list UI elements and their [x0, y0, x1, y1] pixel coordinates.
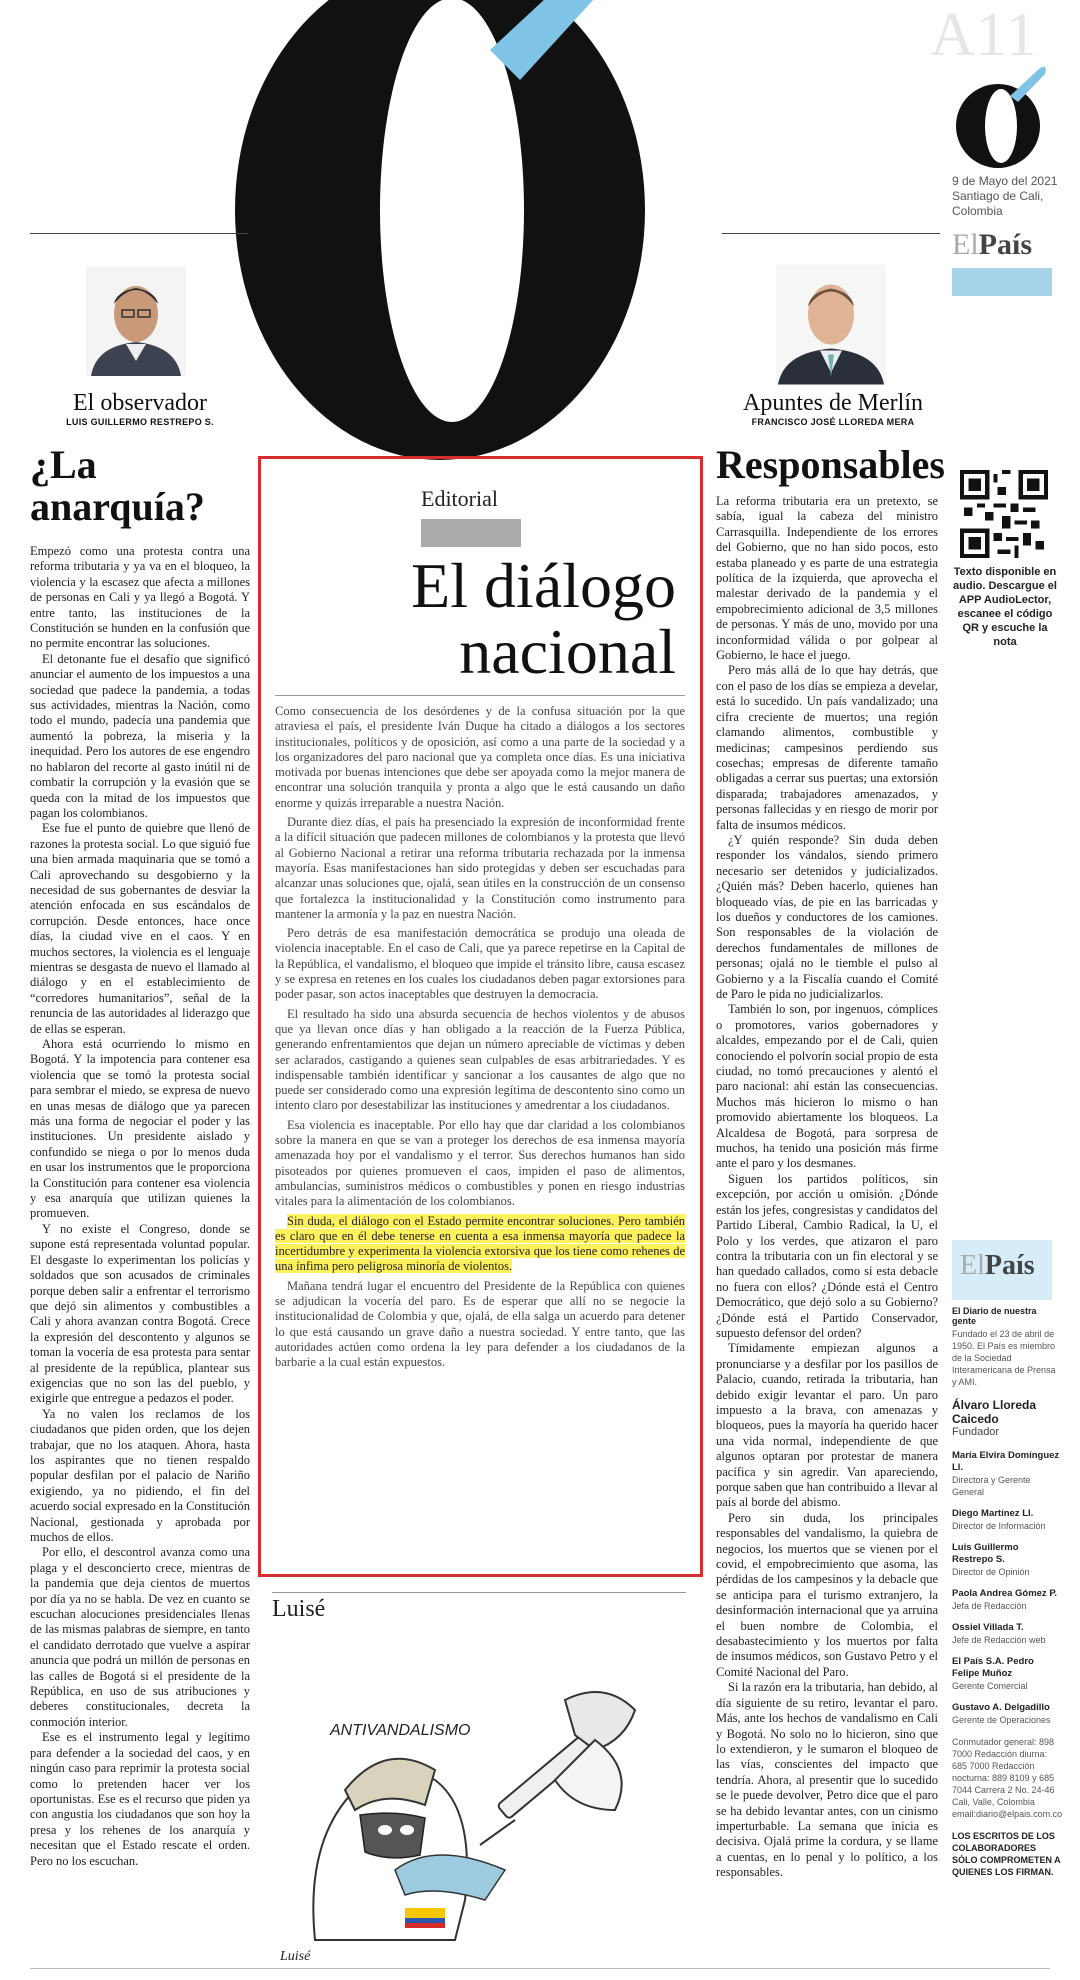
issue-date: 9 de Mayo del 2021 Santiago de Cali, Colombia — [952, 174, 1058, 218]
left-headline: ¿La anarquía? — [30, 442, 205, 529]
staff-role: Jefe de Redacción web — [952, 1635, 1046, 1645]
right-paragraph: ¿Y quién responde? Sin duda deben responder los vándalos, siendo primero necesario ser detenidos y judicializados. ¿Quién más? Deben hacerlo, quienes han bloqueado vías, de pie en las barricadas y los dueños y conductores de los camiones. Son responsables de la violación de derechos fundamentales de millones de personas; ojalá no le tiemble el pulso al Gobierno y a la Fiscalía cuando el Comité de Paro le pida no judicializarlos. — [716, 832, 938, 1001]
right-paragraph: También lo son, por ingenuos, cómplices o promotores, varios gobernadores y alcaldes, empezando por el de Cali, quien conociendo el polvorín social propio de esta ciudad, no tomó precauciones y alentó el paro nacional: ahí están las consecuencias. Muchos más hicieron lo mismo o han promovido abiertamente los bloqueos. La Alcaldesa de Bogotá, para sorpresa de muchos, ha tenido una posición más firme ante el paro y los desmanes. — [716, 1002, 938, 1171]
brand-logo-top — [952, 228, 1052, 296]
left-paragraph: Empezó como una protesta contra una reforma tributaria y ya va en el bloqueo, la violencia y la escasez que afecta a millones de personas en Cali y ya llegó a Bogotá. Y entre tanto, las instituciones de la Constitución se hunden en la confusión que no permite encontrar las soluciones. — [30, 544, 250, 651]
left-column-name: El observador — [73, 390, 207, 416]
sidebar-tagline: El Diario de nuestra gente — [952, 1306, 1037, 1326]
brand-part1: El — [952, 228, 979, 261]
editorial-rule — [275, 695, 685, 696]
editorial-body — [275, 704, 685, 1374]
sidebar-staff — [952, 1398, 1062, 1878]
right-paragraph: Si la razón era la tributaria, han debido, al día siguiente de su retiro, levantar el paro. Más, ante los hechos de vandalismo en Cali y Bogotá. No solo no lo hicieron, sino que lo extendieron, y le sumaron el bloqueo de las vías, conscientes del impacto que tendría. Ahora, al presentir que lo sucedido se le puede devolver, Petro dice que el paro se ha debido levantar antes, con un cinismo imperturbable. La semana que inicia es decisiva. Ojalá prime la cordura, y se llame a cuentas, en lo penal y lo político, a los responsables. — [716, 1680, 938, 1880]
cartoon-artist: Luisé — [272, 1596, 326, 1622]
right-paragraph: La reforma tributaria era un pretexto, se sabía, igual la cabeza del ministro Carrasquilla. Independiente de los errores del Gobierno, que no han sido pocos, esto estaba planeado y es parte de una estrategia política de la izquierda, que aprovecha el malestar derivado de la pandemia y el empobrecimiento adicional de 3,5 millones de personas. Y más de uno, movido por una inconformidad válida o por golpear al Gobierno, le hace el juego. — [716, 494, 938, 663]
left-paragraph: Y no existe el Congreso, donde se supone está representada voluntad popular. El desgaste lo experimentan los policías y soldados que son acusados de criminales porque deben salir a enfrentar el terrorismo que dejó sin alimentos y combustibles a Cali y ahora avanzan contra Bogotá. Crece la expresión del descontento y algunos se toman la vocería de esa protesta para sentar al presidente de la república, plantear sus exigencias que no son las del pueblo, y exigirle que entregue a pedazos el poder. — [30, 1221, 250, 1406]
founder-role: Fundador — [952, 1426, 1000, 1438]
staff-name: María Elvira Domínguez Ll. — [952, 1450, 1060, 1473]
author-photo-left — [86, 266, 186, 376]
big-o-logo — [190, 0, 710, 480]
top-rule-right — [722, 233, 940, 234]
right-article-body — [716, 494, 938, 1881]
right-paragraph: Pero sin duda, los principales responsables del vandalismo, la quiebra de negocios, los muertos que se vienen por el covid, el empobrecimiento que asoma, las pérdidas de los campesinos y la debacle que se anticipa para el turismo extranjero, la desinformación internacional que ya arruina el buen nombre de Colombia, el desabastecimiento y los muertos por falta de insumos médicos, son Gustavo Petro y el Comité Nacional del Paro. — [716, 1510, 938, 1679]
staff-role: Director de Opinión — [952, 1567, 1030, 1577]
editorial-paragraph: Durante diez días, el país ha presenciado la expresión de inconformidad frente a la difícil situación que padecen millones de colombianos y la protesta que llevó al Gobierno Nacional a retirar una reforma tributaria rechazada por la inmensa mayoría. Esas manifestaciones han sido protegidas y deben ser escuchadas para alcanzar unas soluciones que, ojalá, sean útiles en la construcción de un consenso que fortalezca la institucionalidad y la Constitución como instrumento para mantener la armonía y la paz en nuestra Nación. — [275, 815, 685, 921]
staff-name: Ossiel Villada T. — [952, 1622, 1024, 1633]
sidebar-disclaimer: LOS ESCRITOS DE LOS COLABORADORES SÓLO COMPROMETEN A QUIENES LOS FIRMAN. — [952, 1831, 1061, 1877]
left-author-box — [40, 390, 240, 427]
brand-bar — [952, 268, 1052, 296]
left-paragraph: Ya no valen los reclamos de los ciudadanos que piden orden, que los dejen trabajar, que no los ataquen. Ahora, hasta los aspirantes que no tienen respaldo popular desfilan por el palacio de Nariño exigiendo, ya no pidiendo, el fin del acuerdo social expresado en la Constitución Nacional, gestionada y aprobada por muchos de ellos. — [30, 1406, 250, 1544]
editorial-label: Editorial — [421, 486, 498, 511]
sidebar-brand — [960, 1250, 1035, 1282]
sidebar-founded: Fundado el 23 de abril de 1950. El País es miembro de la Sociedad Interamericana de Prensa y AMI. — [952, 1329, 1056, 1387]
staff-name: Diego Martínez Ll. — [952, 1508, 1034, 1519]
staff-name: El País S.A. Pedro Felipe Muñoz — [952, 1656, 1034, 1679]
bottom-rule — [30, 1968, 1050, 1969]
sidebar-brand-part2: País — [984, 1250, 1035, 1281]
staff-role: Gerente de Operaciones — [952, 1715, 1051, 1725]
editorial-paragraph: Como consecuencia de los desórdenes y de la confusa situación por la que atraviesa el país, el presidente Iván Duque ha citado a diálogos a los sectores institucionales, políticos y de oposición, así como a una parte de la sociedad y a los organizadores del paro nacional que ya completa once días. Es una iniciativa motivada por buenas intenciones que debe ser apoyada como la mejor manera de encontrar una solución tranquila y pronta a algo que le está causando un daño enorme y quizás irreparable a nuestra Nación. — [275, 704, 685, 810]
qr-caption: Texto disponible en audio. Descargue el APP AudioLector, escanee el código QR y escuche la nota — [953, 566, 1057, 648]
founder-name: Álvaro Lloreda Caicedo — [952, 1398, 1037, 1426]
cartoon-rule — [272, 1592, 686, 1593]
editorial-title — [281, 550, 676, 687]
staff-role: Directora y Gerente General — [952, 1475, 1031, 1497]
top-rule-left — [30, 233, 248, 234]
editorial-box — [258, 456, 703, 1577]
editorial-paragraph: Mañana tendrá lugar el encuentro del Presidente de la República con quienes se adjudican la vocería del paro. Es de esperar que allí no se negocie la institucionalidad de Colombia y que, ojalá, de ella salga un acuerdo para detener lo que está causando un grave daño a nuestra sociedad. Y entre tanto, que las autoridades actúen como ordena la ley para defender a los ciudadanos de la barbarie a la cual están expuestos. — [275, 1278, 685, 1370]
left-paragraph: Ahora está ocurriendo lo mismo en Bogotá. Y la impotencia para contener esa violencia que se tomó la protesta social para sembrar el miedo, se expresa de nuevo en unas mesas de diálogo que ya parecen más una forma de negociar el poder y las instituciones. Un presidente aislado y confundido se niega o por lo menos duda en usar los instrumentos que le proporciona la Constitución para contener esa violencia y esa anarquía que utilizan quienes la promueven. — [30, 1037, 250, 1221]
right-paragraph: Siguen los partidos políticos, sin excepción, por acción u omisión. ¿Dónde están los jefes, congresistas y candidatos del Partido Liberal, Cambio Radical, la U, el Polo y los verdes, que atizaron el paro contra la tributaria con un fin electoral y se han quedado callados, como si esta debacle no fuera con ellos? ¿Dónde está el Centro Democrático, que dejó solo a su Gobierno? ¿Dónde está el Partido Conservador, supuesto defensor del orden? — [716, 1171, 938, 1340]
right-author-name: FRANCISCO JOSÉ LLOREDA MERA — [751, 417, 915, 427]
author-photo-right — [776, 262, 886, 387]
left-paragraph: Por ello, el descontrol avanza como una plaga y el desconcierto crece, mientras de la pandemia que deja cientos de muertos por día ya no se habla. De vez en cuanto se escuchan alocuciones presidenciales llenas de las mismas palabras de siempre, en tanto el candidato derrotado que vuelve a aspirar anuncia que podrá un millón de personas en las calles de Bogotá si el presidente de la República, en uso de sus atribuciones y deberes constitucionales, decreta la conmoción interior. — [30, 1545, 250, 1729]
staff-role: Jefa de Redacción — [952, 1601, 1027, 1611]
left-paragraph: Ese fue el punto de quiebre que llenó de razones la protesta social. Lo que siguió fue una bien armada maquinaria que se tomó a Cali aprovechando su desgobierno y la necesidad de sus gobernantes de desviar la atención enfocada en sus escándalos de corrupción. Desde entonces, hace once días, la ciudad vive en el caos. Y en muchos sectores, la violencia es el lenguaje mientras se desgasta de nuevo el llamado al diálogo y en el establecimiento de “corredores humanitarios”, señal de la renuncia de las autoridades al liderazgo que de ellas se esperan. — [30, 821, 250, 1036]
left-article-body — [30, 544, 250, 1869]
cartoon-illustration — [275, 1640, 675, 1970]
right-paragraph: Pero más allá de lo que hay detrás, que con el paso de los días se empieza a develar, está lo sucedido. Un país vandalizado; una cifra creciente de muertos; una región clamando alimentos, combustible y medicinas; campesinos perdiendo sus cosechas; empresas de diferente tamaño obligadas a cerrar sus puertas; una extorsión disparada; trabajadores amenazados, y personas fallecidas y en riesgo de morir por falta de insumos médicos. — [716, 663, 938, 832]
left-paragraph: Ese es el instrumento legal y legítimo para defender a la sociedad del caos, y en ningún caso para reprimir la protesta social como lo pretenden hacer ver los oportunistas. Ese es el recurso que piden ya con angustia los ciudadanos que son hoy la presa y los rehenes de los anarquía y necesitan que el Estado rescate el orden. Pero no los escuchan. — [30, 1730, 250, 1868]
right-paragraph: Tímidamente empiezan algunos a pronunciarse y a desfilar por los pasillos de Palacio, cuando, retirada la tributaria, han debido exigir levantar el paro. Un paro impuesto a la brava, con amenazas y bloqueos, pues la mayoría ha querido hacer una vida normal, independiente de que algunos optaran por protestar de manera pacífica y sin agredir. Van apareciendo, porque saben que han contribuido a llevar al país al borde del abismo. — [716, 1341, 938, 1510]
staff-role: Director de Información — [952, 1521, 1046, 1531]
editorial-paragraph: El resultado ha sido una absurda secuencia de hechos violentos y de abusos que ya llevan once días y han obligado a la reacción de la Fuerza Pública, generando enfrentamientos que dejan un número apreciable de víctimas y deben ser aclarados, castigando a quienes sean culpables de esas arbitrariedades. Y es indispensable también identificar y sancionar a los causantes de algo que no puede ser considerado como una expresión legítima de descontento sino como un intento claro por desestabilizar las instituciones y amedrentar a los ciudadanos. — [275, 1006, 685, 1113]
qr-code[interactable] — [960, 470, 1048, 558]
staff-role: Gerente Comercial — [952, 1681, 1028, 1691]
left-author-name: LUIS GUILLERMO RESTREPO S. — [66, 417, 214, 427]
editorial-title-line1: El diálogo — [411, 550, 676, 621]
left-paragraph: El detonante fue el desafío que significó anunciar el aumento de los impuestos a una sociedad que padece la pandemia, a todas sus actividades, mientras la Nación, como todo el mundo, padecía una pandemia que aumentó la pobreza, la miseria y la inequidad. Pero los autores de ese engendro no hablaron del recorte al gasto inútil ni de combatir la corrupción y la evasión que se queda con la mitad de los impuestos que pagan los colombianos. — [30, 651, 250, 820]
staff-name: Luis Guillermo Restrepo S. — [952, 1542, 1019, 1565]
editorial-paragraph: Esa violencia es inaceptable. Por ello hay que dar claridad a los colombianos sobre la manera en que se van a proteger los derechos de esa inmensa mayoría amenazada hoy por el vandalismo y el terror. Sus derechos humanos han sido pisoteados por quienes promueven el caos, impiden el paso de alimentos, ambulancias, suministros médicos o combustibles y ponen en riesgo industrias vitales para la alimentación de los colombianos. — [275, 1117, 685, 1209]
editorial-highlighted-paragraph — [275, 1214, 685, 1275]
page-number: A11 — [930, 1, 1038, 69]
small-o-logo — [952, 60, 1052, 170]
cartoon-signature: Luisé — [280, 1949, 311, 1964]
cartoon-caption: ANTIVANDALISMO — [330, 1722, 471, 1739]
right-column-name: Apuntes de Merlín — [743, 390, 923, 416]
highlighted-text: Sin duda, el diálogo con el Estado permite encontrar soluciones. Pero también es claro que en él debe tenerse en cuenta a esa inmensa mayoría que padece la incertidumbre y experimenta la violencia extorsiva que los tiene como rehenes de una ínfima pero peligrosa minoría de violentos. — [275, 1213, 685, 1274]
right-headline: Responsables — [716, 442, 945, 487]
editorial-paragraph: Pero detrás de esa manifestación democrática se produjo una oleada de violencia inaceptable. En el caso de Cali, que ya parece repetirse en la Capital de la República, el vandalismo, el bloqueo que impide el tránsito libre, causa escasez y se expresa en retenes en los cuales los ciudadanos deben pagar extorsiones para poder pasar, son actos inaceptables que destruyen la democracia. — [275, 926, 685, 1002]
sidebar-contact: Conmutador general: 898 7000 Redacción diurna: 685 7000 Redacción nocturna: 889 8109 y 685 7044 Carrera 2 No. 24-46 Cali, Valle, Colombia email:diario@elpais.com.co — [952, 1737, 1063, 1819]
right-author-box — [718, 390, 948, 427]
staff-name: Gustavo A. Delgadillo — [952, 1702, 1050, 1713]
sidebar-brand-part1: El — [960, 1250, 985, 1281]
editorial-gray-bar — [421, 519, 521, 547]
staff-name: Paola Andrea Gómez P. — [952, 1588, 1058, 1599]
brand-part2: País — [978, 228, 1033, 261]
editorial-title-line2: nacional — [459, 616, 676, 687]
